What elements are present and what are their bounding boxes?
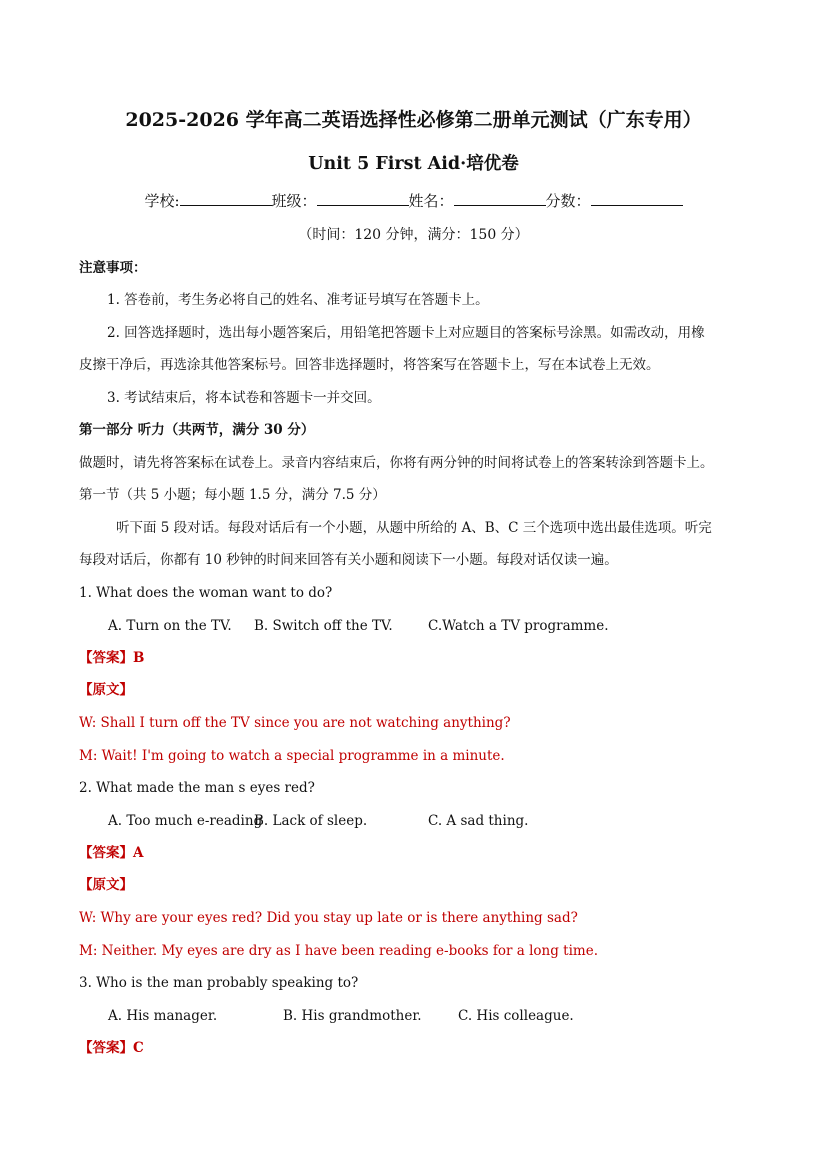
transcript-label: 【原文】 — [79, 682, 133, 698]
answer-label: 【答案】C — [79, 1040, 144, 1056]
note-item: 2. 回答选择题时，选出每小题答案后，用铅笔把答题卡上对应题目的答案标号涂黑。如需改动，用橡 — [107, 325, 705, 341]
option-c: C. A sad thing. — [428, 813, 529, 829]
name-label: 姓名： — [408, 192, 454, 210]
option-a: A. Too much e-reading — [108, 813, 263, 829]
class-blank[interactable] — [317, 191, 409, 206]
question-stem: 1. What does the woman want to do? — [79, 585, 333, 601]
transcript-line: M: Wait! I'm going to watch a special programme in a minute. — [79, 748, 505, 764]
note-item: 3. 考试结束后，将本试卷和答题卡一并交回。 — [107, 390, 381, 406]
exam-title: 2025-2026 学年高二英语选择性必修第二册单元测试（广东专用） — [125, 109, 702, 131]
answer-label: 【答案】A — [79, 845, 144, 861]
option-c: C. His colleague. — [458, 1008, 574, 1024]
notes-heading: 注意事项： — [79, 260, 147, 276]
transcript-line: M: Neither. My eyes are dry as I have been reading e-books for a long time. — [79, 943, 598, 959]
score-blank[interactable] — [591, 191, 683, 206]
question-stem: 2. What made the man s eyes red? — [79, 780, 315, 796]
option-b: B. Lack of sleep. — [254, 813, 368, 829]
transcript-line: W: Shall I turn off the TV since you are not watching anything? — [79, 715, 511, 731]
option-c: C.Watch a TV programme. — [428, 618, 609, 634]
option-b: B. His grandmother. — [283, 1008, 422, 1024]
section1-heading: 第一节（共 5 小题；每小题 1.5 分，满分 7.5 分） — [79, 487, 386, 503]
student-info-line — [0, 191, 827, 211]
section1-directions: 听下面 5 段对话。每段对话后有一个小题，从题中所给的 A、B、C 三个选项中选出最佳选项。听完 — [116, 520, 712, 536]
question-stem: 3. Who is the man probably speaking to? — [79, 975, 359, 991]
score-label: 分数： — [545, 192, 591, 210]
note-item: 1. 答卷前，考生务必将自己的姓名、准考证号填写在答题卡上。 — [107, 292, 489, 308]
time-note: （时间：120 分钟，满分：150 分） — [298, 227, 529, 243]
school-blank[interactable] — [180, 191, 272, 206]
option-a: A. His manager. — [108, 1008, 218, 1024]
transcript-label: 【原文】 — [79, 877, 133, 893]
answer-label: 【答案】B — [79, 650, 145, 666]
class-label: 班级： — [271, 192, 317, 210]
section1-directions: 每段对话后，你都有 10 秒钟的时间来回答有关小题和阅读下一小题。每段对话仅读一遍。 — [79, 552, 618, 568]
note-item: 皮擦干净后，再选涂其他答案标号。回答非选择题时，将答案写在答题卡上，写在本试卷上无效。 — [79, 357, 660, 373]
name-blank[interactable] — [454, 191, 546, 206]
part1-heading: 第一部分 听力（共两节，满分 30 分） — [79, 422, 315, 438]
transcript-line: W: Why are your eyes red? Did you stay up late or is there anything sad? — [79, 910, 578, 926]
option-a: A. Turn on the TV. — [108, 618, 232, 634]
exam-subtitle: Unit 5 First Aid·培优卷 — [308, 154, 519, 174]
school-label: 学校: — [144, 192, 180, 210]
option-b: B. Switch off the TV. — [254, 618, 393, 634]
part1-instruction: 做题时，请先将答案标在试卷上。录音内容结束后，你将有两分钟的时间将试卷上的答案转涂到答题卡上。 — [79, 455, 714, 471]
